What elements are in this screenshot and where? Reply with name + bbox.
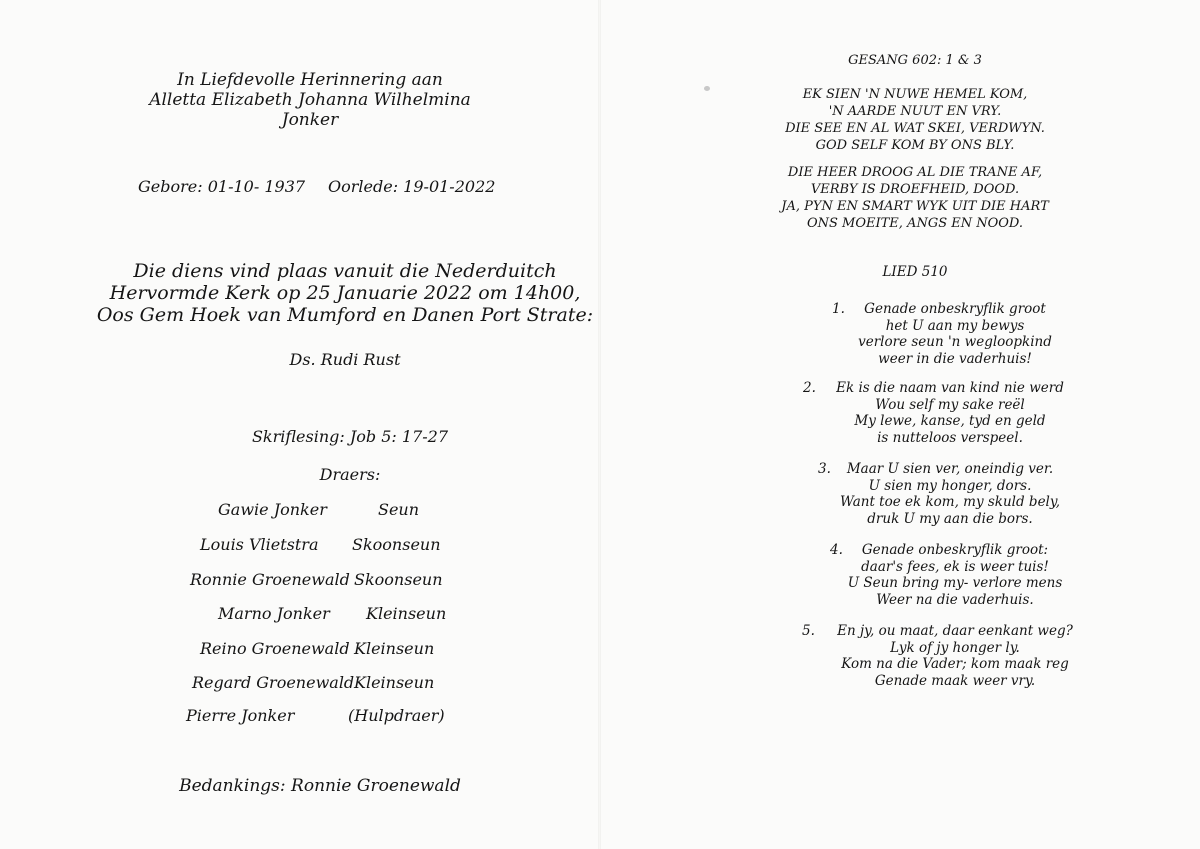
stanza-line: ONS MOEITE, ANGS EN NOOD. (806, 216, 1024, 231)
verse-line: het U aan my bewys (885, 317, 1025, 334)
stanza-line: DIE SEE EN AL WAT SKEI, VERDWYN. (785, 121, 1045, 136)
bearer-role: Kleinseun (354, 673, 435, 692)
verse-line: Lyk of jy honger ly. (890, 639, 1020, 656)
verse-line: Ek is die naam van kind nie werd (836, 380, 1064, 396)
verse-number: 5. (802, 623, 815, 639)
bearer-role: Skoonseun (352, 535, 441, 554)
verse-line: daar's fees, ek is weer tuis! (861, 558, 1049, 575)
stanza-line: 'N AARDE NUUT EN VRY. (828, 104, 1002, 119)
verse (815, 623, 1095, 689)
verse-line: Genade onbeskryflik groot: (861, 542, 1049, 558)
bearer-name: Regard Groenewald (192, 673, 355, 692)
memorial-line-1: In Liefdevolle Herinnering aan (177, 70, 443, 90)
verse (820, 461, 1080, 527)
verse-line: Kom na die Vader; kom maak reg (841, 656, 1069, 672)
verse-line: Genade maak weer vry. (874, 672, 1036, 689)
verse-line: Want toe ek kom, my skuld bely, (840, 494, 1060, 510)
service-line-3: Oos Gem Hoek van Mumford en Danen Port Strate: (96, 304, 594, 326)
bearer-name: Marno Jonker (218, 604, 330, 623)
verse-line: Weer na die vaderhuis. (876, 591, 1034, 608)
hymn-stanza-1 (770, 86, 1060, 154)
stanza-line: GOD SELF KOM BY ONS BLY. (815, 138, 1015, 153)
bearer-name: Reino Groenewald (200, 639, 350, 658)
service-details (95, 260, 595, 326)
service-line-1: Die diens vind plaas vanuit die Nederduitch (133, 260, 557, 282)
scripture-reading: Skriflesing: Job 5: 17-27 (251, 427, 449, 446)
memorial-line-3: Jonker (281, 110, 339, 130)
bearer-name: Ronnie Groenewald (190, 570, 350, 589)
verse-line: My lewe, kanse, tyd en geld (854, 413, 1046, 429)
verse-number: 2. (803, 380, 816, 396)
verse (830, 542, 1080, 608)
bearers-heading: Draers: (319, 465, 381, 484)
verse-line: is nutteloos verspeel. (877, 429, 1023, 446)
minister: Ds. Rudi Rust (289, 350, 401, 369)
bearer-name: Pierre Jonker (186, 706, 295, 725)
born-date: Gebore: 01-10- 1937 (138, 177, 306, 196)
verse-line: U sien my honger, dors. (868, 477, 1032, 494)
right-page (600, 0, 1200, 849)
bearer-role: (Hulpdraer) (348, 706, 445, 725)
hymn-title: GESANG 602: 1 & 3 (848, 53, 982, 68)
verse-number: 4. (830, 542, 843, 558)
memorial-line-2: Alletta Elizabeth Johanna Wilhelmina (149, 90, 471, 110)
stanza-line: DIE HEER DROOG AL DIE TRANE AF, (787, 165, 1043, 180)
bearer-name: Louis Vlietstra (200, 535, 319, 554)
verse (810, 380, 1090, 446)
thanks: Bedankings: Ronnie Groenewald (179, 776, 461, 796)
verse-line: Wou self my sake reël (875, 396, 1025, 413)
verse-number: 1. (832, 301, 845, 317)
died-date: Oorlede: 19-01-2022 (328, 177, 496, 196)
verse-line: Maar U sien ver, oneindig ver. (846, 461, 1054, 477)
bearer-name: Gawie Jonker (218, 500, 327, 519)
verse-line: verlore seun 'n wegloopkind (858, 334, 1052, 350)
hymn-stanza-2 (770, 164, 1060, 232)
stanza-line: JA, PYN EN SMART WYK UIT DIE HART (781, 199, 1049, 214)
bearer-role: Seun (378, 500, 420, 519)
verse (830, 301, 1080, 367)
memorial-heading (145, 70, 475, 130)
stanza-line: VERBY IS DROEFHEID, DOOD. (810, 182, 1020, 197)
stanza-line: EK SIEN 'N NUWE HEMEL KOM, (802, 87, 1028, 102)
verse-line: U Seun bring my- verlore mens (847, 575, 1063, 591)
verse-line: En jy, ou maat, daar eenkant weg? (837, 623, 1073, 639)
verse-line: druk U my aan die bors. (867, 510, 1033, 527)
verse-line: Genade onbeskryflik groot (864, 301, 1046, 317)
song-title: LIED 510 (882, 264, 948, 280)
service-line-2: Hervormde Kerk op 25 Januarie 2022 om 14h00, (109, 282, 581, 304)
bearer-role: Kleinseun (366, 604, 447, 623)
verse-number: 3. (818, 461, 831, 477)
verse-line: weer in die vaderhuis! (878, 350, 1032, 367)
bearer-role: Kleinseun (354, 639, 435, 658)
bearer-role: Skoonseun (354, 570, 443, 589)
